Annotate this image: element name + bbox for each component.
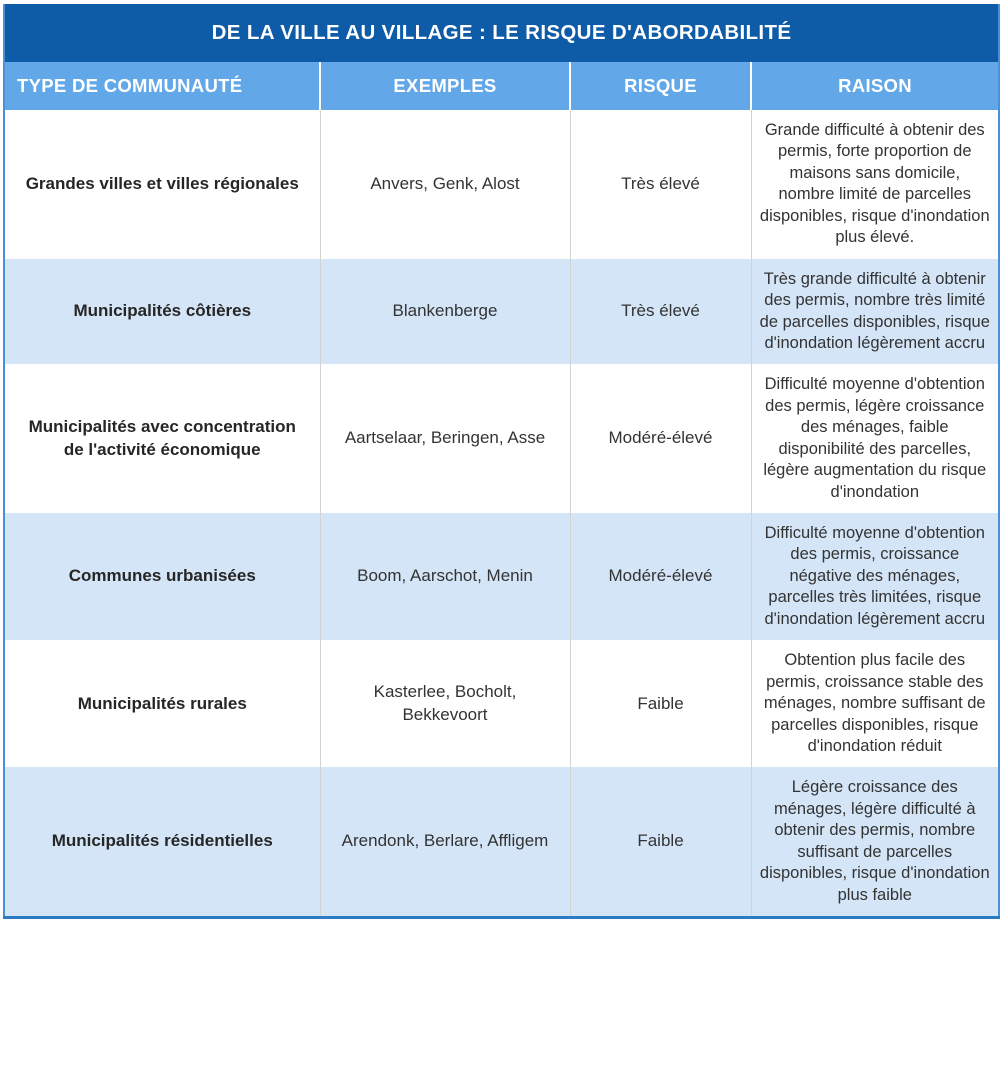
- affordability-risk-table: [3, 4, 1000, 919]
- cell-risk-level: Faible: [570, 767, 751, 917]
- cell-community-type: Municipalités rurales: [4, 640, 320, 767]
- cell-community-type: Municipalités avec concentration de l'activité économique: [4, 364, 320, 513]
- table-header: [4, 4, 999, 110]
- table-row: [4, 513, 999, 640]
- table-row: [4, 640, 999, 767]
- column-header-row: [4, 62, 999, 110]
- table-row: [4, 259, 999, 365]
- table-body: [4, 110, 999, 918]
- cell-community-type: Grandes villes et villes régionales: [4, 110, 320, 259]
- column-header-risk: RISQUE: [570, 62, 751, 110]
- cell-examples: Boom, Aarschot, Menin: [320, 513, 570, 640]
- cell-community-type: Communes urbanisées: [4, 513, 320, 640]
- cell-examples: Blankenberge: [320, 259, 570, 365]
- column-header-type: TYPE DE COMMUNAUTÉ: [4, 62, 320, 110]
- table-row: [4, 110, 999, 259]
- cell-reason: Grande difficulté à obtenir des permis, forte proportion de maisons sans domicile, nombre limité de parcelles disponibles, risque d'inondation plus élevé.: [751, 110, 999, 259]
- cell-reason: Très grande difficulté à obtenir des permis, nombre très limité de parcelles disponibles, risque d'inondation légèrement accru: [751, 259, 999, 365]
- cell-reason: Difficulté moyenne d'obtention des permis, légère croissance des ménages, faible disponibilité des parcelles, légère augmentation du risque d'inondation: [751, 364, 999, 513]
- column-header-examples: EXEMPLES: [320, 62, 570, 110]
- table-row: [4, 767, 999, 917]
- cell-risk-level: Très élevé: [570, 259, 751, 365]
- table-title: DE LA VILLE AU VILLAGE : LE RISQUE D'ABORDABILITÉ: [4, 4, 999, 62]
- cell-risk-level: Modéré-élevé: [570, 513, 751, 640]
- title-row: [4, 4, 999, 62]
- cell-risk-level: Modéré-élevé: [570, 364, 751, 513]
- cell-reason: Difficulté moyenne d'obtention des permis, croissance négative des ménages, parcelles très limitées, risque d'inondation légèrement accru: [751, 513, 999, 640]
- cell-community-type: Municipalités résidentielles: [4, 767, 320, 917]
- cell-examples: Anvers, Genk, Alost: [320, 110, 570, 259]
- cell-examples: Arendonk, Berlare, Affligem: [320, 767, 570, 917]
- table-row: [4, 364, 999, 513]
- cell-risk-level: Très élevé: [570, 110, 751, 259]
- column-header-reason: RAISON: [751, 62, 999, 110]
- cell-risk-level: Faible: [570, 640, 751, 767]
- cell-reason: Légère croissance des ménages, légère difficulté à obtenir des permis, nombre suffisant de parcelles disponibles, risque d'inondation plus faible: [751, 767, 999, 917]
- cell-community-type: Municipalités côtières: [4, 259, 320, 365]
- cell-reason: Obtention plus facile des permis, croissance stable des ménages, nombre suffisant de parcelles disponibles, risque d'inondation réduit: [751, 640, 999, 767]
- cell-examples: Aartselaar, Beringen, Asse: [320, 364, 570, 513]
- cell-examples: Kasterlee, Bocholt, Bekkevoort: [320, 640, 570, 767]
